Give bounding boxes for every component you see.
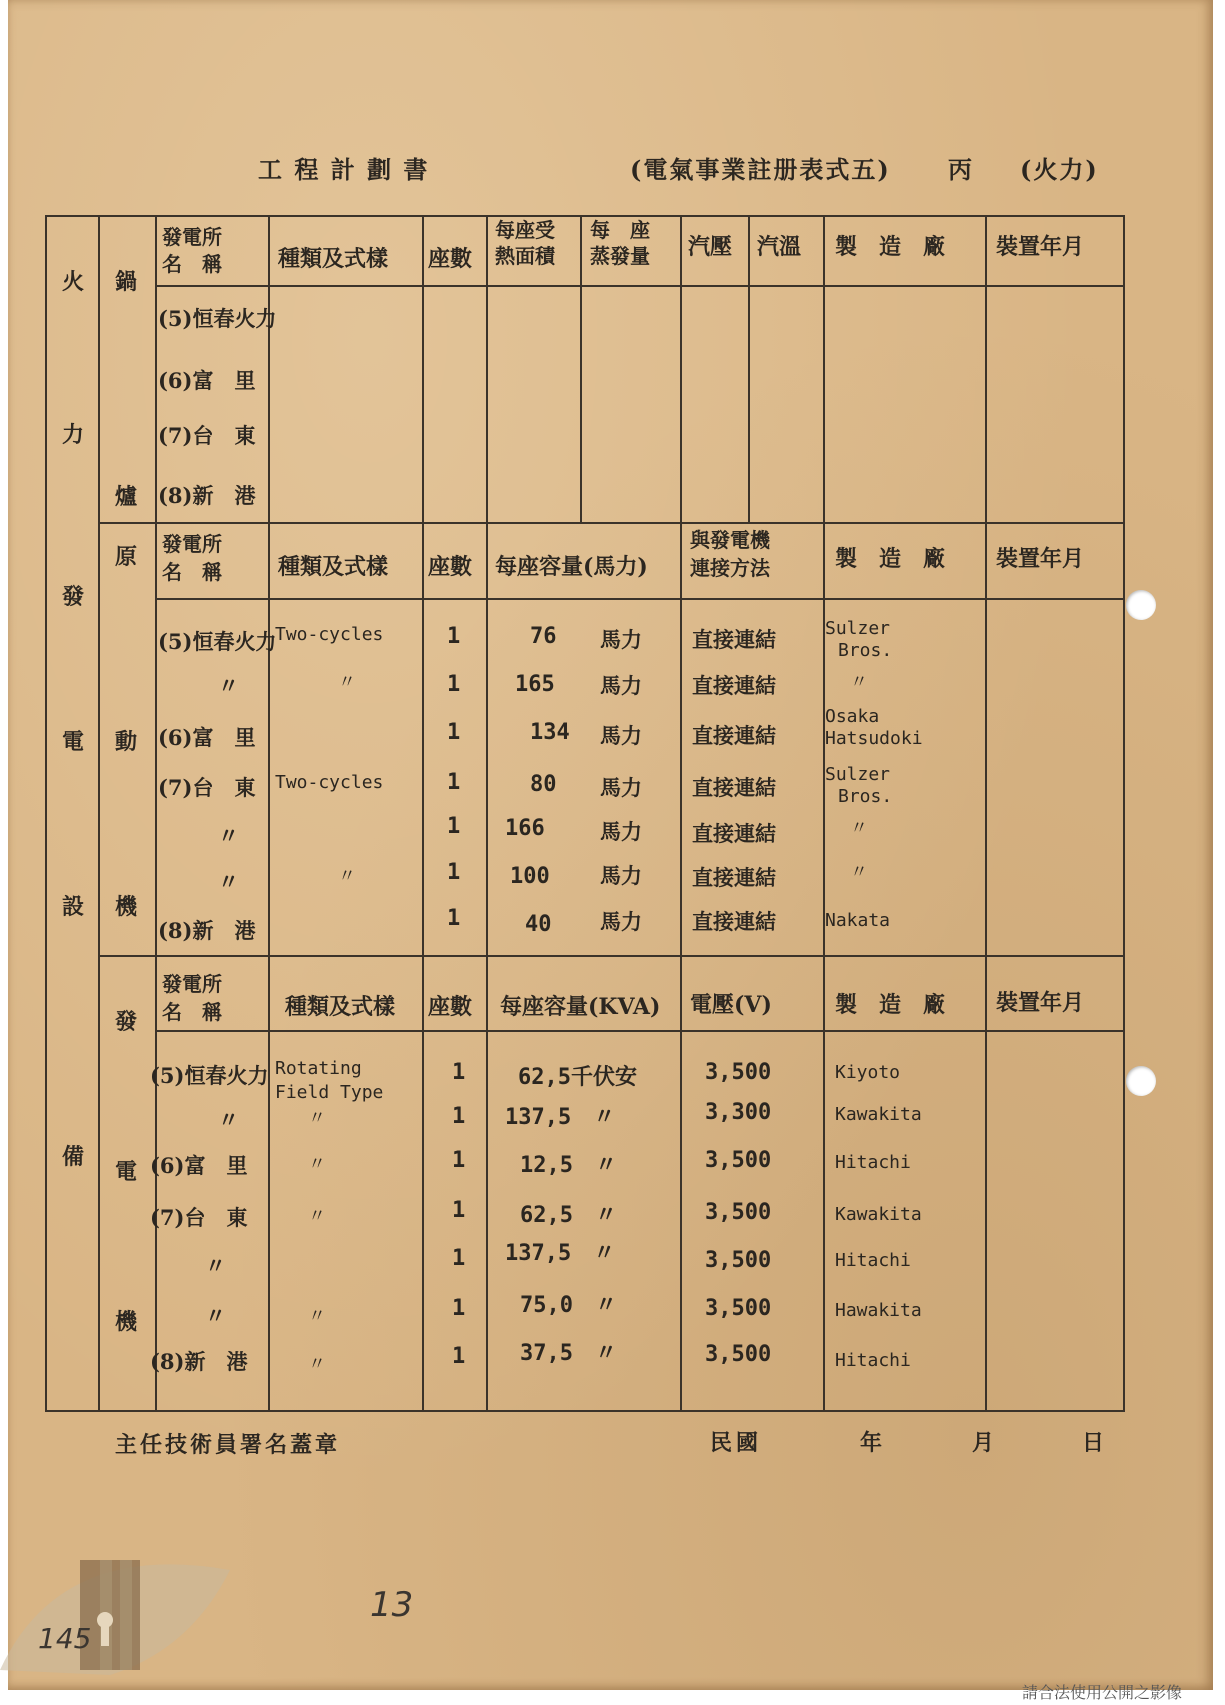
count-cell: 1 — [452, 1104, 466, 1129]
voltage-cell: 3,500 — [705, 1148, 772, 1173]
section-label: 丙 — [948, 155, 974, 184]
col-header-connection-1: 與發電機 — [690, 528, 770, 552]
connection-cell: 直接連結 — [692, 821, 776, 846]
capacity-cell: 75,0 〃 — [520, 1293, 617, 1318]
binder-hole — [1126, 1066, 1156, 1096]
connection-cell: 直接連結 — [692, 865, 776, 890]
connection-cell: 直接連結 — [692, 673, 776, 698]
capacity-cell: 37,5 〃 — [520, 1341, 617, 1366]
col-header-installed: 裝置年月 — [996, 990, 1085, 1016]
category-label: (火力) — [1020, 155, 1099, 184]
maker-cell: Hitachi — [835, 1350, 911, 1371]
outer-label-char: 備 — [62, 1144, 85, 1170]
capacity-cell: 62,5千伏安 — [518, 1065, 637, 1090]
capacity-cell: 100 — [510, 864, 550, 889]
capacity-cell: 137,5 〃 — [505, 1241, 616, 1266]
col-header-station-1: 發電所 — [162, 532, 222, 556]
capacity-cell: 165 — [515, 672, 555, 697]
col-header-maker: 製 造 廠 — [835, 234, 946, 260]
col-header-type: 種類及式樣 — [278, 246, 389, 272]
maker-cell: Kawakita — [835, 1204, 922, 1225]
maker-cell: Sulzer — [825, 764, 891, 785]
unit-cell: 馬力 — [600, 673, 642, 698]
date-day: 日 — [1082, 1430, 1105, 1456]
type-cell: 〃 — [308, 1306, 326, 1327]
count-cell: 1 — [447, 720, 461, 745]
type-cell: 〃 — [308, 1108, 326, 1129]
engine-label-char: 動 — [115, 729, 138, 755]
form-name: (電氣事業註册表式五) — [630, 155, 891, 184]
boiler-station: (7)台 東 — [158, 423, 256, 448]
count-cell: 1 — [452, 1060, 466, 1085]
type-cell: 〃 — [338, 866, 356, 887]
connection-cell: 直接連結 — [692, 909, 776, 934]
voltage-cell: 3,500 — [705, 1296, 772, 1321]
unit-cell: 馬力 — [600, 775, 642, 800]
station-name: 〃 — [218, 673, 239, 698]
capacity-cell: 137,5 〃 — [505, 1105, 616, 1130]
outer-label-char: 電 — [62, 729, 85, 755]
col-header-count: 座數 — [428, 554, 473, 580]
maker-cell: 〃 — [850, 818, 868, 839]
count-cell: 1 — [452, 1246, 466, 1271]
station-name: (6)富 里 — [158, 725, 256, 750]
type-cell: 〃 — [308, 1206, 326, 1227]
count-cell: 1 — [447, 906, 461, 931]
station-name: (8)新 港 — [150, 1349, 248, 1374]
maker-cell: Osaka — [825, 706, 880, 727]
boiler-label-char: 鍋 — [115, 269, 138, 295]
outer-label-char: 設 — [62, 894, 85, 920]
type-cell: Two-cycles — [275, 624, 384, 645]
col-header-evaporation-1: 每 座 — [590, 218, 650, 242]
connection-cell: 直接連結 — [692, 723, 776, 748]
station-name: (7)台 東 — [150, 1205, 248, 1230]
station-name: 〃 — [218, 869, 239, 894]
col-header-temperature: 汽溫 — [757, 234, 802, 260]
col-header-heating-area-2: 熱面積 — [495, 244, 555, 268]
col-header-type: 種類及式樣 — [285, 994, 396, 1020]
date-year: 年 — [860, 1430, 883, 1456]
col-header-voltage: 電壓(V) — [690, 992, 772, 1018]
col-header-type: 種類及式樣 — [278, 554, 389, 580]
unit-cell: 馬力 — [600, 819, 642, 844]
handwritten-archive-number: 145 — [38, 1622, 92, 1655]
outer-label-char: 力 — [62, 422, 85, 448]
col-header-installed: 裝置年月 — [996, 234, 1085, 260]
station-name: 〃 — [205, 1303, 226, 1328]
capacity-cell: 40 — [525, 912, 552, 937]
capacity-cell: 62,5 〃 — [520, 1203, 617, 1228]
capacity-cell: 134 — [530, 720, 570, 745]
handwritten-page-mark: 13 — [370, 1585, 414, 1625]
maker-cell: 〃 — [850, 862, 868, 883]
voltage-cell: 3,300 — [705, 1100, 772, 1125]
boiler-station: (6)富 里 — [158, 368, 256, 393]
maker-cell: Hawakita — [835, 1300, 922, 1321]
station-name: 〃 — [205, 1253, 226, 1278]
type-cell: Two-cycles — [275, 772, 384, 793]
capacity-cell: 12,5 〃 — [520, 1153, 617, 1178]
capacity-cell: 76 — [530, 624, 557, 649]
col-header-count: 座數 — [428, 994, 473, 1020]
col-header-station-2: 名 稱 — [162, 252, 222, 276]
date-month: 月 — [972, 1430, 995, 1456]
maker-cell: Nakata — [825, 910, 891, 931]
maker-cell: Sulzer — [825, 618, 891, 639]
type-cell: 〃 — [308, 1354, 326, 1375]
date-prefix: 民國 — [710, 1430, 763, 1456]
voltage-cell: 3,500 — [705, 1342, 772, 1367]
count-cell: 1 — [452, 1148, 466, 1173]
outer-label-char: 發 — [62, 584, 85, 610]
count-cell: 1 — [452, 1296, 466, 1321]
connection-cell: 直接連結 — [692, 775, 776, 800]
count-cell: 1 — [447, 770, 461, 795]
boiler-station: (5)恒春火力 — [158, 306, 277, 331]
station-name: 〃 — [218, 823, 239, 848]
engine-label-char: 機 — [115, 894, 138, 920]
type-cell: 〃 — [308, 1154, 326, 1175]
count-cell: 1 — [447, 624, 461, 649]
signature-label: 主任技術員署名蓋章 — [115, 1432, 341, 1458]
maker-cell-line2: Hatsudoki — [825, 728, 923, 749]
voltage-cell: 3,500 — [705, 1200, 772, 1225]
voltage-cell: 3,500 — [705, 1060, 772, 1085]
station-name: 〃 — [218, 1107, 239, 1132]
binder-hole — [1126, 590, 1156, 620]
capacity-cell: 80 — [530, 772, 557, 797]
col-header-maker: 製 造 廠 — [835, 546, 946, 572]
capacity-cell: 166 — [505, 816, 545, 841]
boiler-label-char: 爐 — [115, 484, 138, 510]
maker-cell: 〃 — [850, 672, 868, 693]
maker-cell-line2: Bros. — [838, 786, 893, 807]
outer-label-char: 火 — [62, 269, 85, 295]
engine-label-char: 原 — [115, 544, 138, 570]
connection-cell: 直接連結 — [692, 627, 776, 652]
maker-cell: Kiyoto — [835, 1062, 901, 1083]
col-header-evaporation-2: 蒸發量 — [590, 244, 650, 268]
unit-cell: 馬力 — [600, 723, 642, 748]
count-cell: 1 — [452, 1344, 466, 1369]
unit-cell: 馬力 — [600, 863, 642, 888]
type-cell: Rotating — [275, 1058, 362, 1079]
unit-cell: 馬力 — [600, 909, 642, 934]
generator-label-char: 機 — [115, 1309, 138, 1335]
maker-cell: Hitachi — [835, 1152, 911, 1173]
col-header-installed: 裝置年月 — [996, 546, 1085, 572]
col-header-station-2: 名 稱 — [162, 1000, 222, 1024]
station-name: (8)新 港 — [158, 918, 256, 943]
unit-cell: 馬力 — [600, 627, 642, 652]
count-cell: 1 — [447, 814, 461, 839]
col-header-capacity: 每座容量(KVA) — [500, 994, 661, 1020]
col-header-connection-2: 連接方法 — [690, 556, 770, 580]
col-header-station-1: 發電所 — [162, 972, 222, 996]
col-header-station-1: 發電所 — [162, 225, 222, 249]
station-name: (5)恒春火力 — [150, 1063, 269, 1088]
document-title: 工 程 計 劃 書 — [258, 155, 430, 184]
col-header-station-2: 名 稱 — [162, 560, 222, 584]
station-name: (6)富 里 — [150, 1153, 248, 1178]
maker-cell: Kawakita — [835, 1104, 922, 1125]
col-header-maker: 製 造 廠 — [835, 992, 946, 1018]
col-header-capacity: 每座容量(馬力) — [495, 554, 648, 580]
col-header-count: 座數 — [428, 246, 473, 272]
maker-cell-line2: Bros. — [838, 640, 893, 661]
voltage-cell: 3,500 — [705, 1248, 772, 1273]
count-cell: 1 — [452, 1198, 466, 1223]
col-header-heating-area-1: 每座受 — [495, 218, 555, 242]
generator-label-char: 發 — [115, 1009, 138, 1035]
type-cell: 〃 — [338, 672, 356, 693]
boiler-station: (8)新 港 — [158, 483, 256, 508]
station-name: (7)台 東 — [158, 775, 256, 800]
count-cell: 1 — [447, 860, 461, 885]
maker-cell: Hitachi — [835, 1250, 911, 1271]
usage-watermark: 請合法使用公開之影像 — [1022, 1683, 1183, 1702]
type-cell-line2: Field Type — [275, 1082, 384, 1103]
count-cell: 1 — [447, 672, 461, 697]
col-header-pressure: 汽壓 — [688, 234, 733, 260]
generator-label-char: 電 — [115, 1159, 138, 1185]
station-name: (5)恒春火力 — [158, 629, 277, 654]
